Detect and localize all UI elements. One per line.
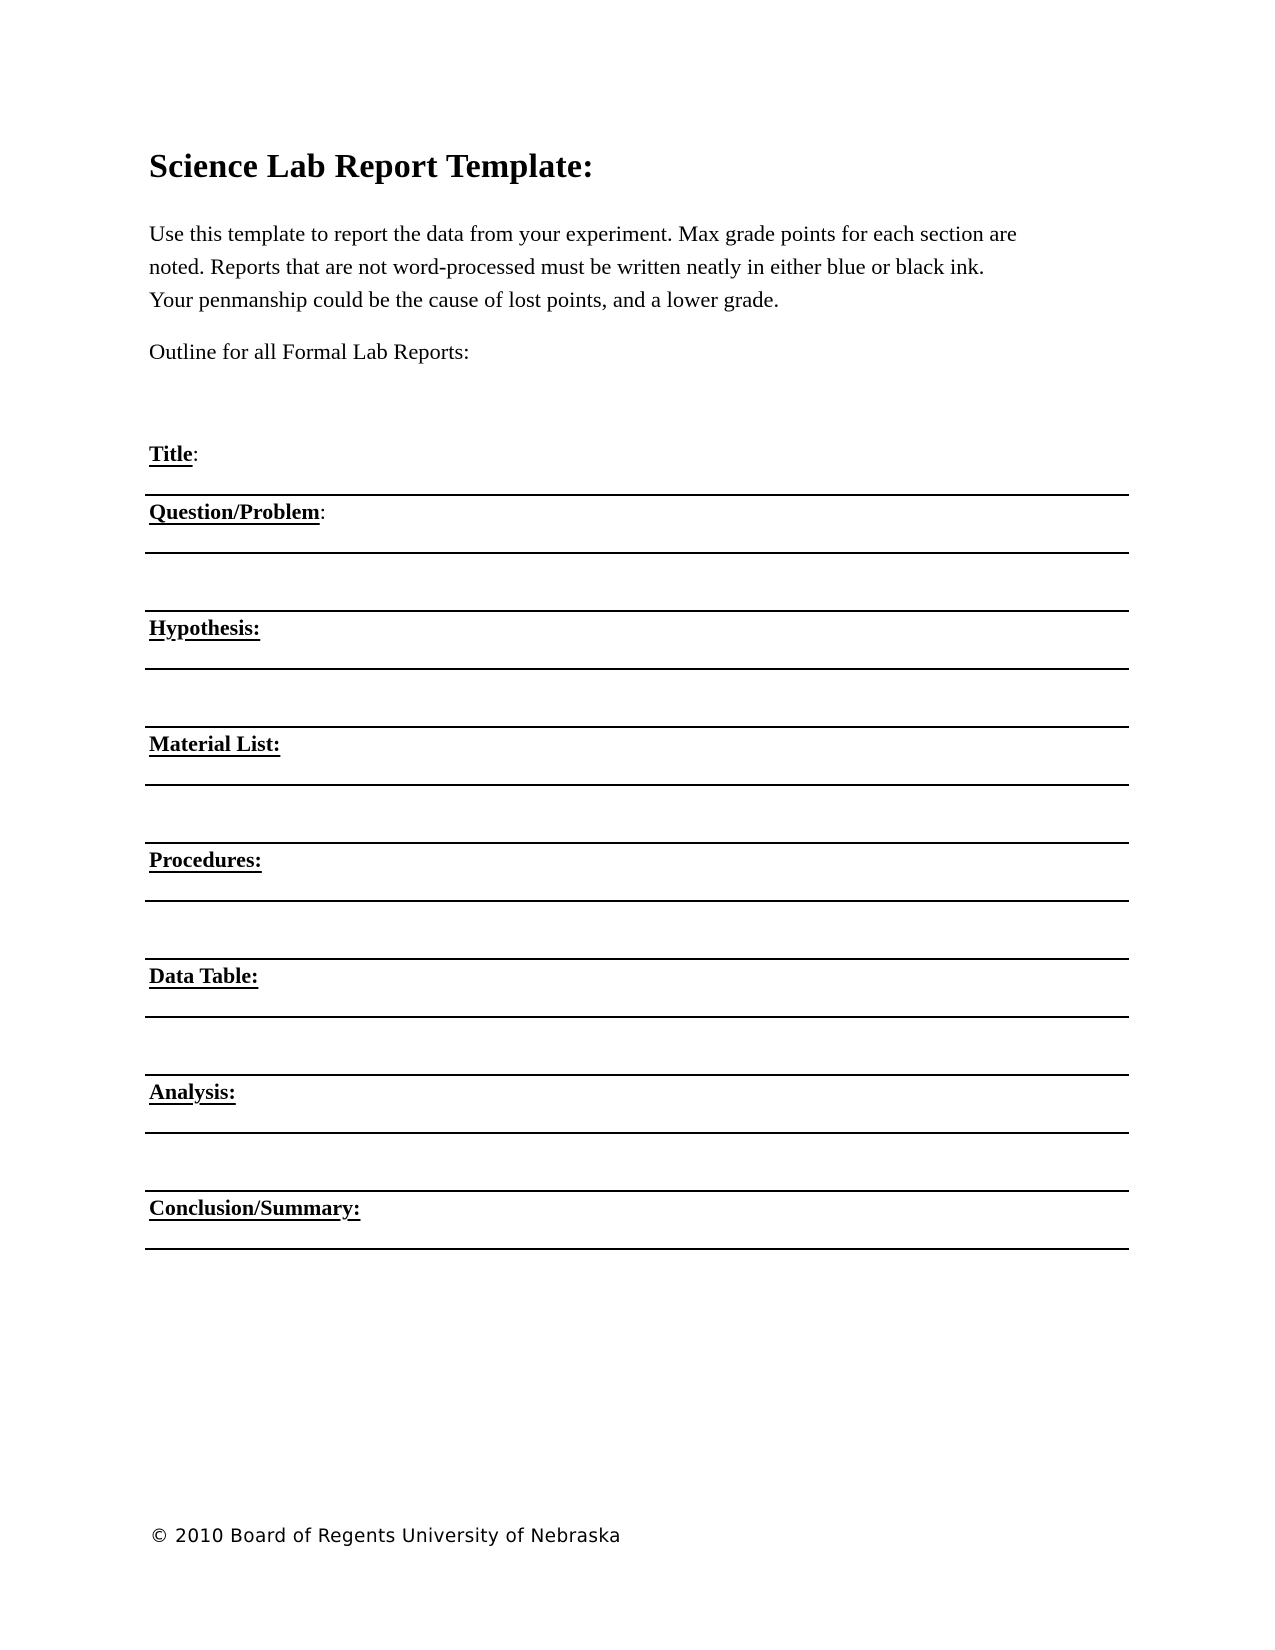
section-label-colon: : [319,499,326,524]
writing-line [145,726,1129,728]
writing-line [145,1132,1129,1134]
section-label-conclusion [149,1195,360,1221]
intro-line: noted. Reports that are not word-processed must be written neatly in either blue or black ink. [149,254,985,279]
intro-line: Use this template to report the data from your experiment. Max grade points for each section are [149,221,1017,246]
writing-line [145,552,1129,554]
section-label-text: Question/Problem [149,499,320,524]
section-label-question [149,499,326,525]
writing-line [145,842,1129,844]
section-label-text: Material List: [149,731,281,756]
writing-line [145,668,1129,670]
copyright-footer: © 2010 Board of Regents University of Nebraska [150,1526,621,1547]
writing-line [145,494,1129,496]
document-title: Science Lab Report Template: [149,148,594,185]
writing-line [145,900,1129,902]
section-label-material-list [149,731,280,757]
writing-line [145,958,1129,960]
section-label-text: Hypothesis: [149,615,261,640]
intro-line: Your penmanship could be the cause of lost points, and a lower grade. [149,287,780,312]
writing-line [145,1190,1129,1192]
section-label-colon: : [192,441,199,466]
writing-line [145,610,1129,612]
writing-line [145,1074,1129,1076]
section-label-procedures [149,847,262,873]
writing-line [145,784,1129,786]
intro-paragraph [149,217,1129,316]
section-label-text: Analysis: [149,1079,236,1104]
section-label-title [149,441,199,467]
section-label-hypothesis [149,615,260,641]
section-label-text: Conclusion/Summary: [149,1195,361,1220]
section-label-text: Procedures: [149,847,262,872]
section-label-analysis [149,1079,236,1105]
section-label-text: Title [149,441,193,466]
writing-line [145,1248,1129,1250]
section-label-text: Data Table: [149,963,259,988]
writing-line [145,1016,1129,1018]
outline-heading: Outline for all Formal Lab Reports: [149,339,470,364]
section-label-data-table [149,963,258,989]
